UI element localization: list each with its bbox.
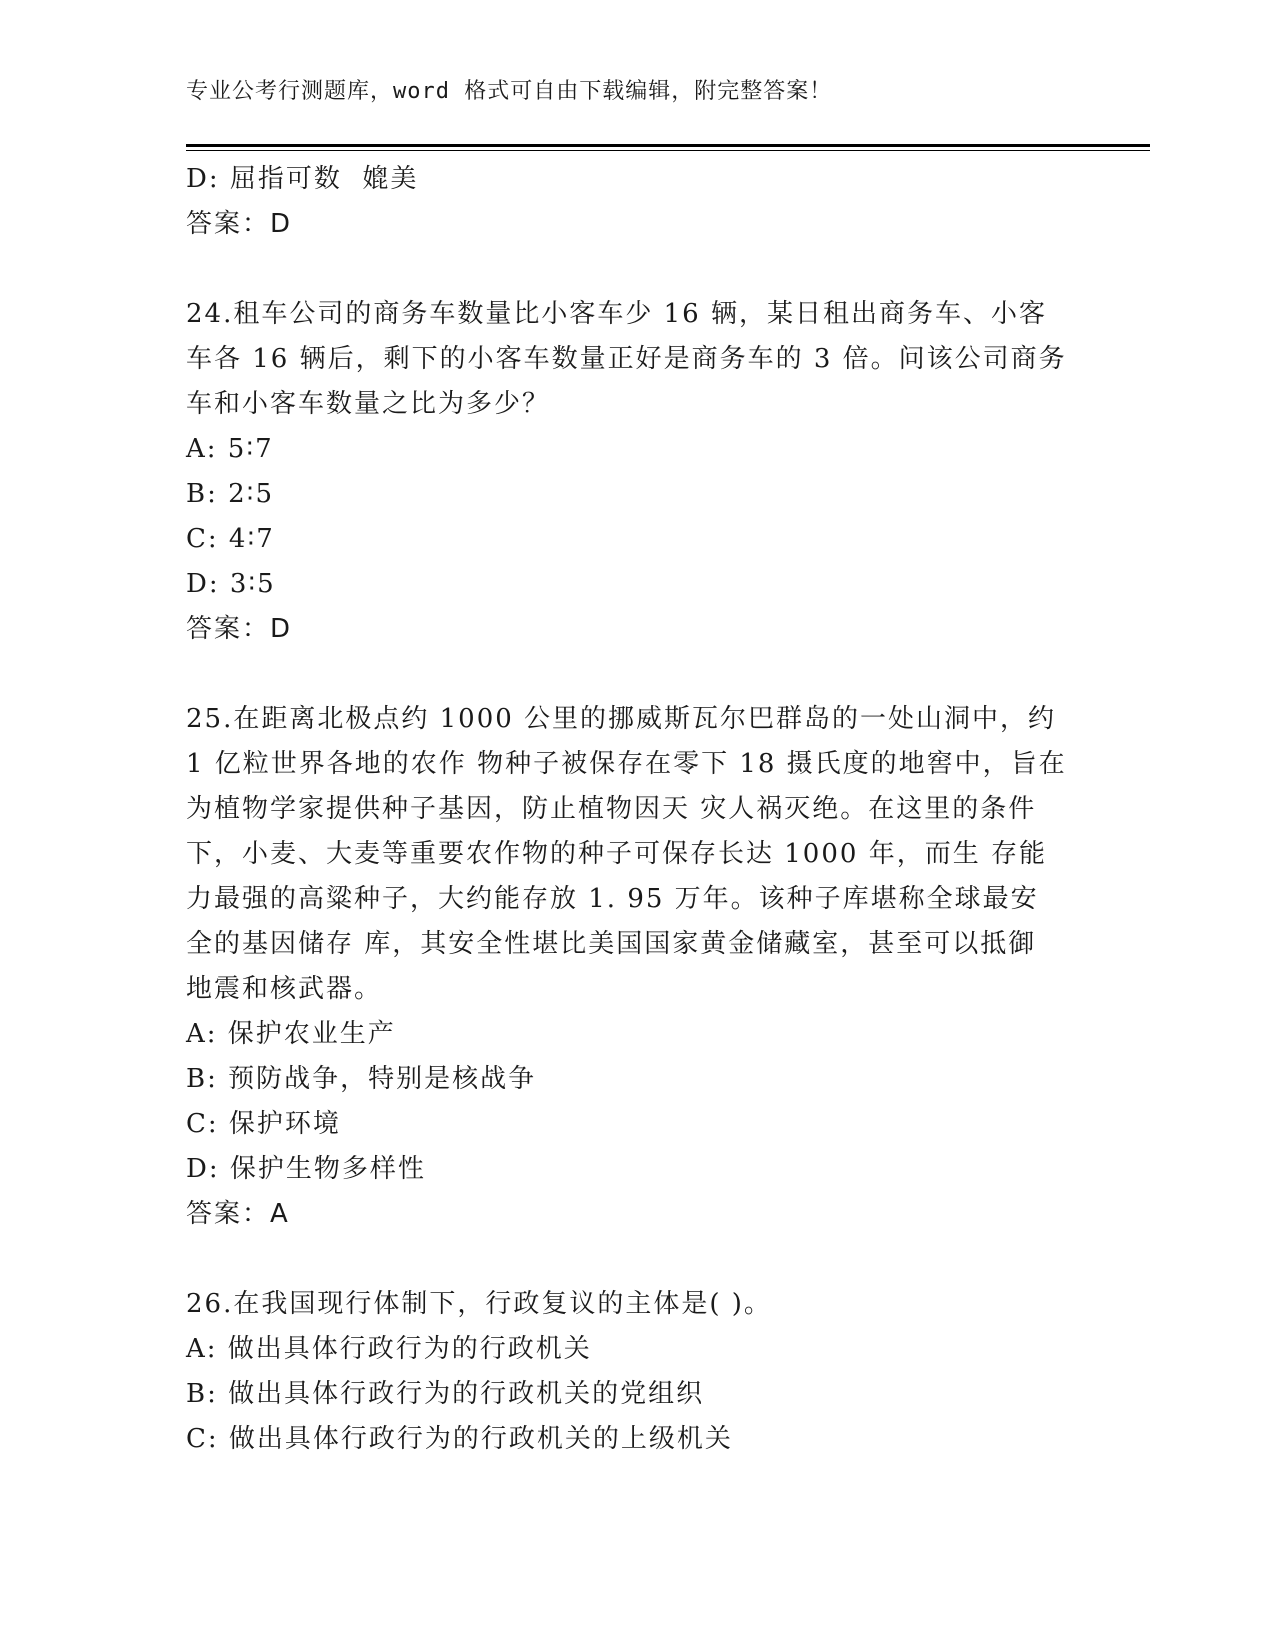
question-24: [186, 292, 1086, 652]
option-c: C: 做出具体行政行为的行政机关的上级机关: [186, 1424, 733, 1454]
option-c: C: 4∶7: [186, 524, 275, 554]
option-b: B: 做出具体行政行为的行政机关的党组织: [186, 1379, 705, 1409]
answer: 答案：D: [186, 614, 293, 644]
prev-answer: 答案：D: [186, 209, 293, 239]
header-rule-thick: [186, 144, 1150, 147]
question-text-line: 26.在我国现行体制下，行政复议的主体是( )。: [186, 1289, 772, 1319]
question-text-line: 车各 16 辆后，剩下的小客车数量正好是商务车的 3 倍。问该公司商务: [186, 344, 1067, 374]
question-text-line: 力最强的高粱种子，大约能存放 1. 95 万年。该种子库堪称全球最安: [186, 884, 1039, 914]
question-text-line: 25.在距离北极点约 1000 公里的挪威斯瓦尔巴群岛的一处山洞中，约: [186, 704, 1057, 734]
question-text-line: 下，小麦、大麦等重要农作物的种子可保存长达 1000 年，而生 存能: [186, 839, 1047, 869]
question-26: [186, 1282, 1086, 1462]
question-text-line: 1 亿粒世界各地的农作 物种子被保存在零下 18 摄氏度的地窖中，旨在: [186, 749, 1067, 779]
question-text-line: 地震和核武器。: [186, 974, 383, 1004]
page-header: 专业公考行测题库，word 格式可自由下载编辑，附完整答案！: [186, 79, 833, 104]
option-b: B: 2∶5: [186, 479, 274, 509]
option-d: D: 3∶5: [186, 569, 276, 599]
question-text-line: 车和小客车数量之比为多少？: [186, 389, 551, 419]
document-body: [186, 157, 1086, 1462]
answer: 答案：A: [186, 1199, 290, 1229]
question-text-line: 全的基因储存 库，其安全性堪比美国国家黄金储藏室，甚至可以抵御: [186, 929, 1037, 959]
question-25: [186, 697, 1086, 1237]
option-b: B: 预防战争，特别是核战争: [186, 1064, 537, 1094]
option-c: C: 保护环境: [186, 1109, 341, 1139]
option-d: D: 保护生物多样性: [186, 1154, 426, 1184]
option-a: A: 做出具体行政行为的行政机关: [186, 1334, 592, 1364]
option-a: A: 5∶7: [186, 434, 274, 464]
option-a: A: 保护农业生产: [186, 1019, 396, 1049]
question-text-line: 为植物学家提供种子基因，防止植物因天 灾人祸灭绝。在这里的条件: [186, 794, 1037, 824]
prev-option-d: D: 屈指可数 媲美: [186, 164, 419, 194]
question-text-line: 24.租车公司的商务车数量比小客车少 16 辆，某日租出商务车、小客: [186, 299, 1047, 329]
header-rule-thin: [186, 150, 1150, 151]
